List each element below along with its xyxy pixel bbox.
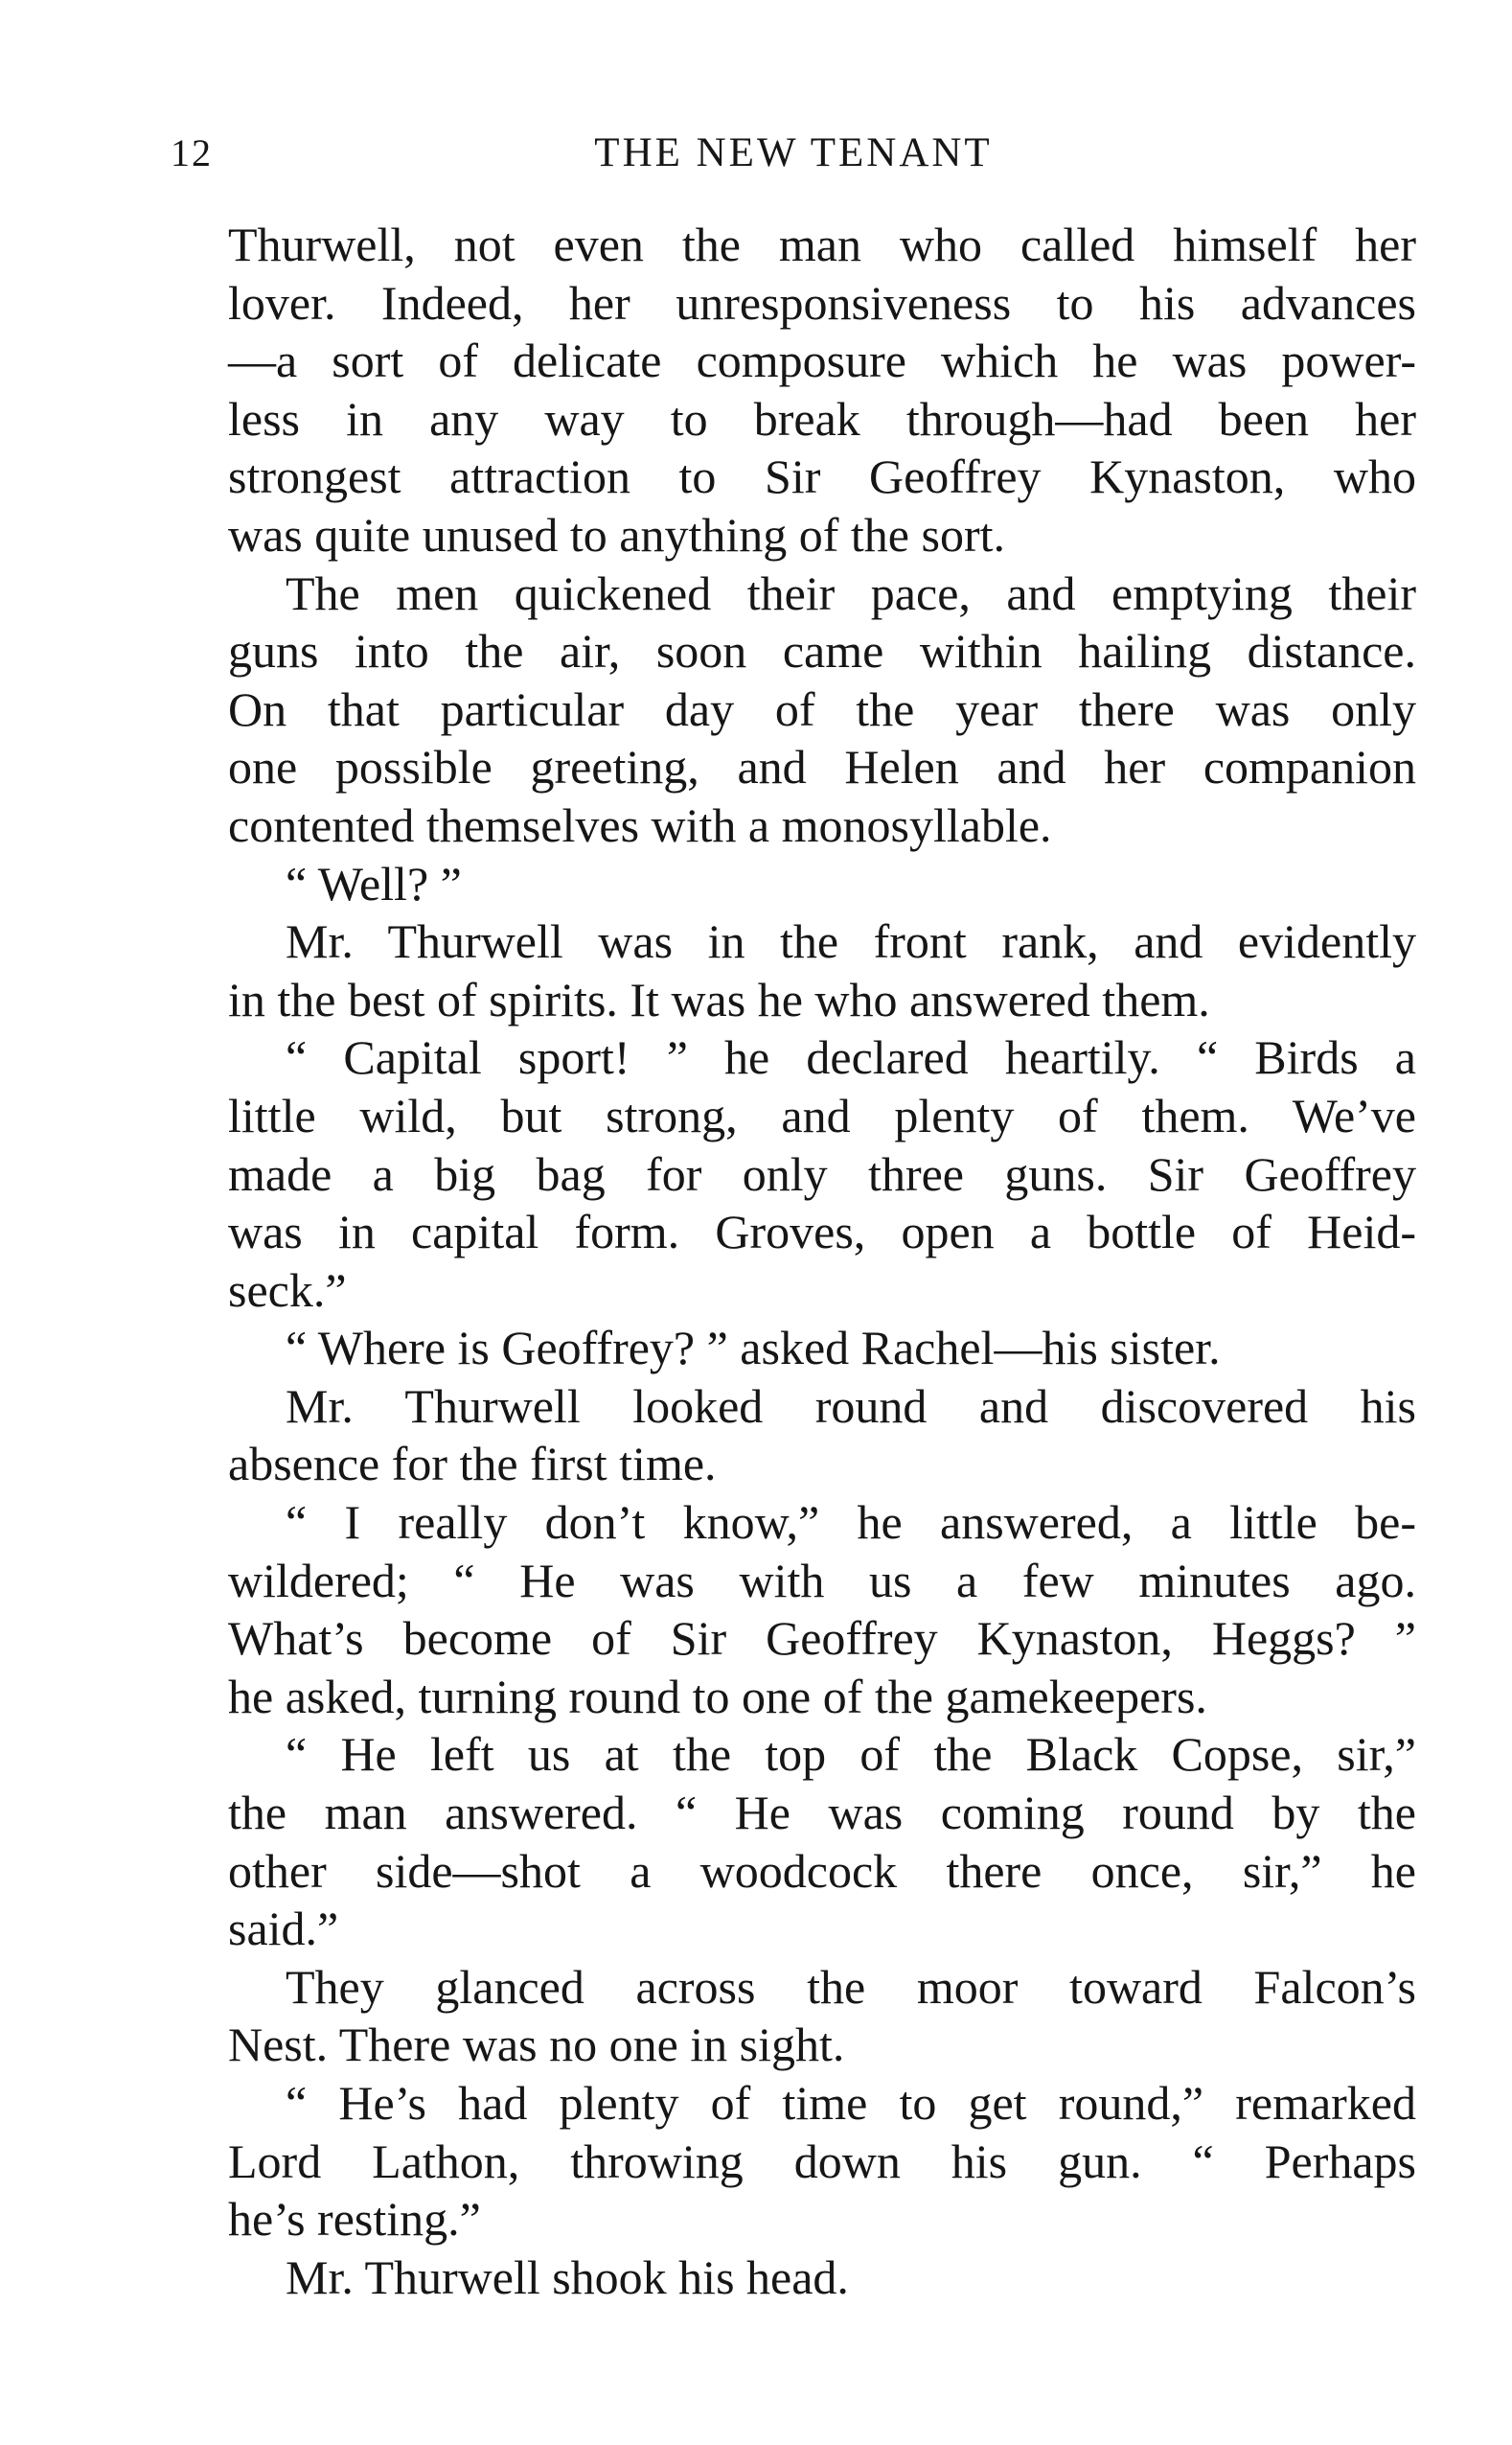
text-line: lover. Indeed, her unresponsiveness to his advances xyxy=(228,275,1416,330)
paragraph xyxy=(171,1377,1416,1493)
text-line: in the best of spirits. It was he who answered them. xyxy=(228,972,1210,1026)
text-line: Mr. Thurwell looked round and discovered his xyxy=(286,1378,1416,1433)
text-line: On that particular day of the year there was only xyxy=(228,681,1416,736)
text-line: was in capital form. Groves, open a bottle of Heid- xyxy=(228,1205,1416,1259)
text-line: seck.” xyxy=(228,1262,347,1317)
text-line: was quite unused to anything of the sort. xyxy=(228,507,1005,562)
body-text xyxy=(171,216,1416,2306)
paragraph xyxy=(171,1493,1416,1725)
text-line: the man answered. “ He was coming round by the xyxy=(228,1786,1416,1840)
text-line: wildered; “ He was with us a few minutes ago. xyxy=(228,1553,1416,1607)
text-line: made a big bag for only three guns. Sir Geoffrey xyxy=(228,1146,1416,1201)
text-line: Mr. Thurwell shook his head. xyxy=(286,2249,849,2304)
paragraph xyxy=(171,2074,1416,2249)
text-line: “ I really don’t know,” he answered, a little be- xyxy=(286,1495,1416,1550)
book-page xyxy=(171,120,1416,2306)
text-line: Mr. Thurwell was in the front rank, and evidently xyxy=(286,914,1416,969)
paragraph xyxy=(171,216,1416,565)
text-line: The men quickened their pace, and emptying their xyxy=(286,565,1416,620)
text-line: Thurwell, not even the man who called himself her xyxy=(228,218,1416,271)
text-line: They glanced across the moor toward Falcon’s xyxy=(286,1959,1416,2014)
text-line: contented themselves with a monosyllable. xyxy=(228,797,1052,852)
text-line: “ He left us at the top of the Black Copse, sir,” xyxy=(286,1727,1416,1782)
text-line: absence for the first time. xyxy=(228,1437,717,1491)
paragraph xyxy=(171,912,1416,1028)
text-line: strongest attraction to Sir Geoffrey Kynaston, who xyxy=(228,450,1416,504)
text-line: What’s become of Sir Geoffrey Kynaston, Heggs? ” xyxy=(228,1611,1416,1666)
paragraph xyxy=(171,565,1416,855)
text-line: Nest. There was no one in sight. xyxy=(228,2018,845,2072)
paragraph xyxy=(171,855,1416,913)
text-line: Lord Lathon, throwing down his gun. “ Perhaps xyxy=(228,2134,1416,2188)
page-header xyxy=(171,120,1416,187)
text-line: guns into the air, soon came within hailing distance. xyxy=(228,624,1416,679)
text-line: “ Well? ” xyxy=(286,856,462,911)
text-line: “ He’s had plenty of time to get round,” remarked xyxy=(286,2076,1416,2130)
paragraph xyxy=(171,1028,1416,1319)
text-line: other side—shot a woodcock there once, sir,” he xyxy=(228,1843,1416,1898)
running-title: THE NEW TENANT xyxy=(594,130,993,175)
paragraph xyxy=(171,1725,1416,1957)
text-line: one possible greeting, and Helen and her companion xyxy=(228,740,1416,795)
paragraph xyxy=(171,2249,1416,2307)
text-line: he asked, turning round to one of the gamekeepers. xyxy=(228,1669,1207,1723)
text-line: said.” xyxy=(228,1902,339,1956)
text-line: little wild, but strong, and plenty of them. We’ve xyxy=(228,1088,1416,1142)
paragraph xyxy=(171,1958,1416,2074)
text-line: “ Where is Geoffrey? ” asked Rachel—his sister. xyxy=(286,1321,1221,1375)
text-line: “ Capital sport! ” he declared heartily. “ Birds a xyxy=(286,1030,1416,1085)
text-line: he’s resting.” xyxy=(228,2192,481,2247)
page-number: 12 xyxy=(171,131,213,174)
paragraph xyxy=(171,1319,1416,1377)
text-line: less in any way to break through—had been her xyxy=(228,391,1416,446)
text-line: —a sort of delicate composure which he was power- xyxy=(228,334,1416,388)
